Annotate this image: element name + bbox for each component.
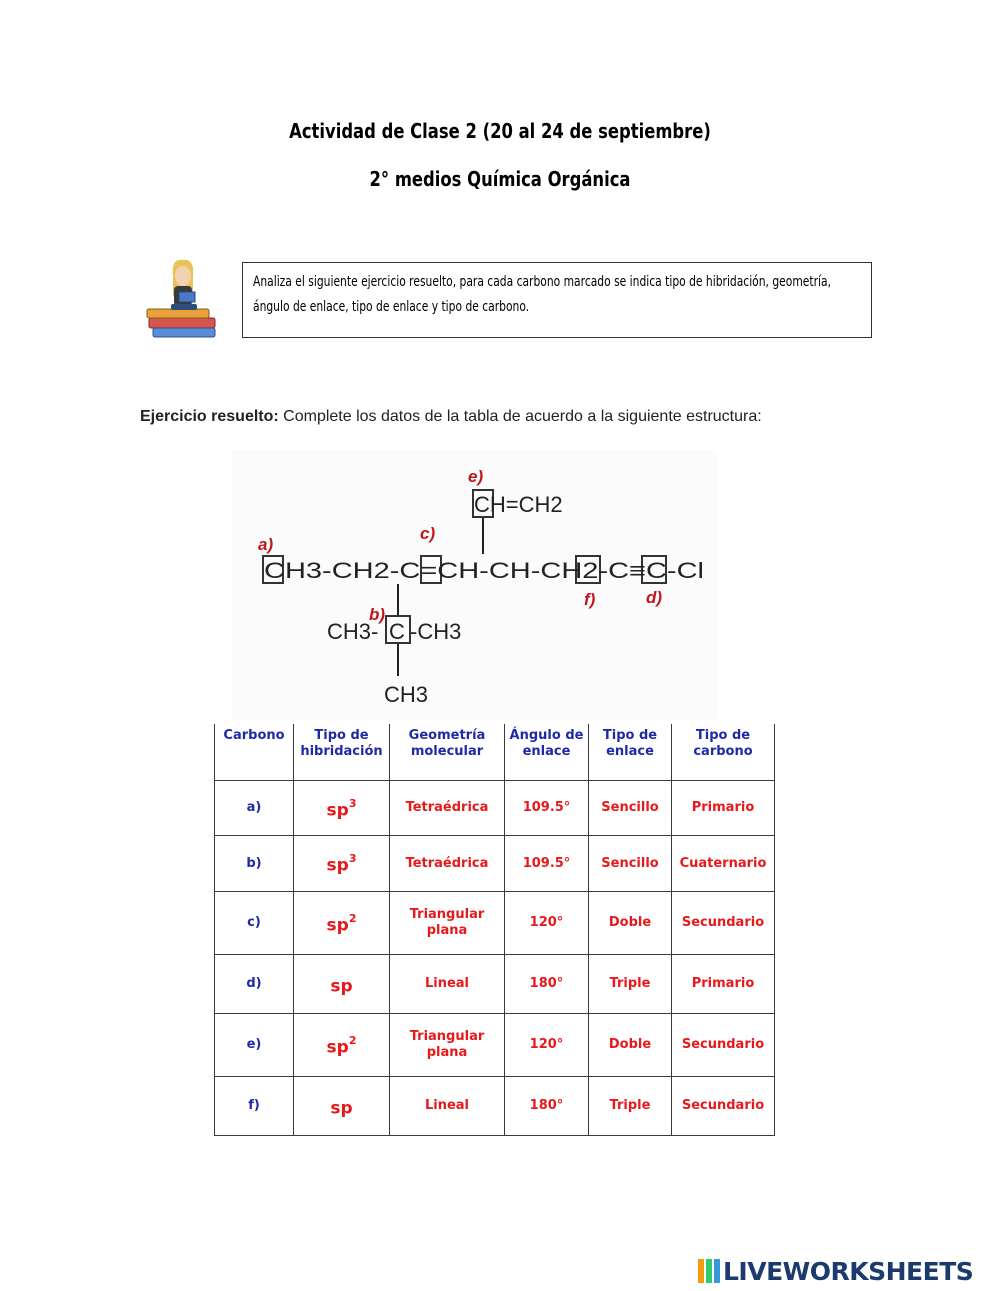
exercise-label: Ejercicio resuelto:: [140, 408, 279, 425]
cell-tipo-carbono: Secundario: [672, 1014, 775, 1077]
cell-tipo-carbono: Primario: [672, 955, 775, 1014]
cell-hibridacion: $sp^2$: [294, 892, 390, 955]
cell-hibridacion: $sp^3$: [294, 836, 390, 892]
header-angulo: Ángulo de enlace: [505, 724, 589, 781]
branch-bottom-center: C: [389, 619, 405, 644]
table-row: [215, 1014, 775, 1077]
marker-b: b): [369, 605, 386, 624]
table-row: [215, 1077, 775, 1136]
cell-hibridacion: sp: [294, 955, 390, 1014]
cell-angulo: 120°: [505, 1014, 589, 1077]
instructions-text: Analiza el siguiente ejercicio resuelto, para cada carbono marcado se indica tipo de hibridación, geometría, ángulo de enlace, tipo de enlace y tipo de carbono.: [253, 274, 831, 315]
cell-hibridacion: $sp^2$: [294, 1014, 390, 1077]
cell-carbono: f): [215, 1077, 294, 1136]
carbon-data-table: [214, 724, 775, 1136]
marker-e: e): [468, 467, 484, 486]
cell-geometria: Tetraédrica: [390, 781, 505, 836]
table-row: [215, 836, 775, 892]
teacher-avatar-icon: [143, 256, 223, 344]
cell-angulo: 120°: [505, 892, 589, 955]
exercise-statement: [140, 408, 860, 426]
cell-carbono: c): [215, 892, 294, 955]
marker-c: c): [420, 524, 436, 543]
header-tipo-carbono: Tipo de carbono: [672, 724, 775, 781]
header-geometria: Geometría molecular: [390, 724, 505, 781]
molecule-structure: [232, 450, 717, 720]
cell-carbono: b): [215, 836, 294, 892]
cell-hibridacion: $sp^3$: [294, 781, 390, 836]
cell-angulo: 109.5°: [505, 781, 589, 836]
brand-name: LIVEWORKSHEETS: [723, 1256, 974, 1286]
liveworksheets-logo[interactable]: [698, 1256, 973, 1286]
branch-top: CH=CH2: [474, 492, 563, 517]
cell-carbono: d): [215, 955, 294, 1014]
cell-tipo-carbono: Cuaternario: [672, 836, 775, 892]
branch-bottom-right: -CH3: [410, 619, 462, 644]
header-enlace: Tipo de enlace: [589, 724, 672, 781]
cell-angulo: 180°: [505, 1077, 589, 1136]
branch-bottom-left: CH3-: [327, 619, 379, 644]
page-title: Actividad de Clase 2 (20 al 24 de septiembre): [289, 119, 711, 143]
exercise-text: Complete los datos de la tabla de acuerdo a la siguiente estructura:: [283, 408, 762, 425]
cell-enlace: Doble: [589, 1014, 672, 1077]
cell-carbono: a): [215, 781, 294, 836]
cell-geometria: Triangular plana: [390, 892, 505, 955]
cell-enlace: Triple: [589, 955, 672, 1014]
marker-d: d): [646, 588, 663, 607]
main-chain: CH3-CH2-C=CH-CH-CH2-C≡C-Cl: [264, 558, 704, 583]
liveworksheets-icon: [698, 1259, 720, 1283]
cell-geometria: Lineal: [390, 1077, 505, 1136]
marker-f: f): [584, 590, 596, 609]
cell-angulo: 109.5°: [505, 836, 589, 892]
table-header-row: [215, 724, 775, 781]
cell-hibridacion: sp: [294, 1077, 390, 1136]
page-subtitle: 2° medios Química Orgánica: [369, 167, 631, 191]
instructions-box: [242, 262, 872, 338]
table-row: [215, 955, 775, 1014]
table-row: [215, 892, 775, 955]
cell-enlace: Doble: [589, 892, 672, 955]
header-carbono: Carbono: [215, 724, 294, 781]
cell-enlace: Triple: [589, 1077, 672, 1136]
cell-geometria: Lineal: [390, 955, 505, 1014]
cell-enlace: Sencillo: [589, 836, 672, 892]
cell-angulo: 180°: [505, 955, 589, 1014]
cell-tipo-carbono: Secundario: [672, 892, 775, 955]
branch-bottom: CH3: [384, 682, 429, 707]
marker-a: a): [258, 535, 274, 554]
cell-carbono: e): [215, 1014, 294, 1077]
cell-enlace: Sencillo: [589, 781, 672, 836]
cell-tipo-carbono: Primario: [672, 781, 775, 836]
table-row: [215, 781, 775, 836]
cell-tipo-carbono: Secundario: [672, 1077, 775, 1136]
header-hibridacion: Tipo de hibridación: [294, 724, 390, 781]
cell-geometria: Tetraédrica: [390, 836, 505, 892]
cell-geometria: Triangular plana: [390, 1014, 505, 1077]
